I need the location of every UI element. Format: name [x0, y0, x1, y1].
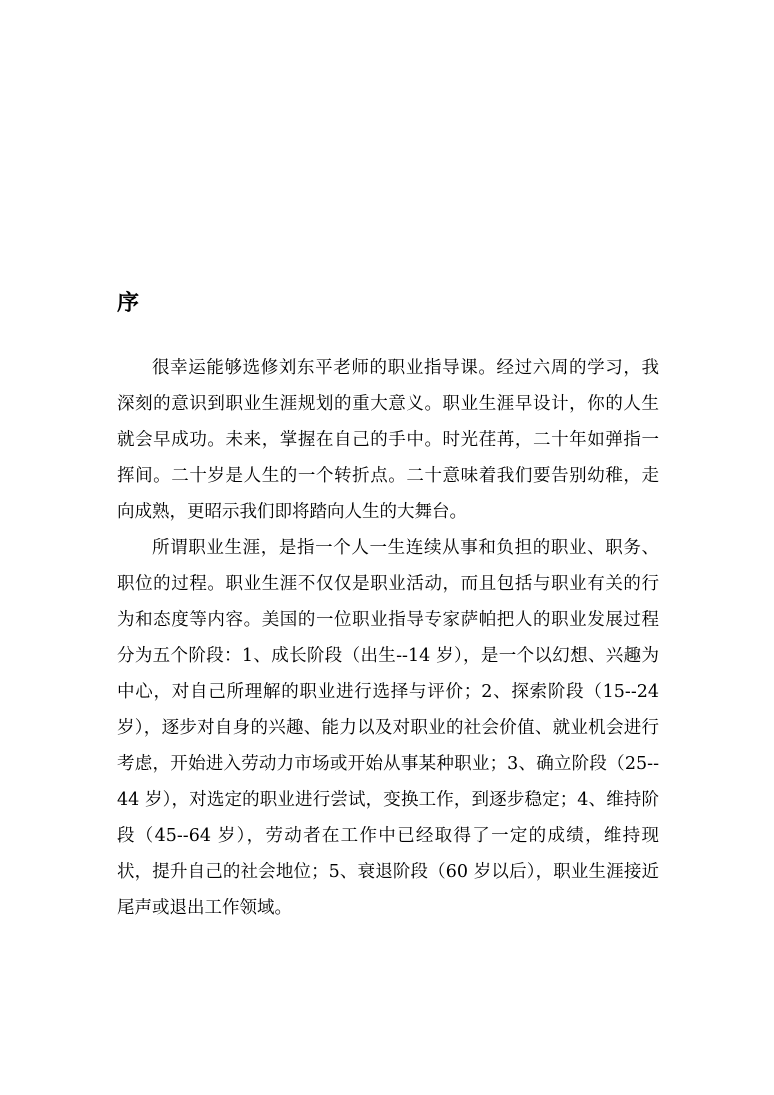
paragraph-intro: 很幸运能够选修刘东平老师的职业指导课。经过六周的学习，我深刻的意识到职业生涯规划的重大意义。职业生涯早设计，你的人生就会早成功。未来，掌握在自己的手中。时光荏苒，二十年如弹指一挥间。二十岁是人生的一个转折点。二十意味着我们要告别幼稚，走向成熟，更昭示我们即将踏向人生的大舞台。 — [117, 358, 659, 522]
section-heading: 序 — [117, 291, 140, 316]
paragraph-career-stages: 所谓职业生涯，是指一个人一生连续从事和负担的职业、职务、职位的过程。职业生涯不仅仅是职业活动，而且包括与职业有关的行为和态度等内容。美国的一位职业指导专家萨帕把人的职业发展过程分为五个阶段：1、成长阶段（出生--14 岁），是一个以幻想、兴趣为中心，对自己所理解的职业进行选择与评价；2、探索阶段（15--24 岁），逐步对自身的兴趣、能力以及对职业的社会价值、就业机会进行考虑，开始进入劳动力市场或开始从事某种职业；3、确立阶段（25--44 岁），对选定的职业进行尝试，变换工作，到逐步稳定；4、维持阶段（45--64 岁），劳动者在工作中已经取得了一定的成绩，维持现状，提升自己的社会地位；5、衰退阶段（60 岁以后），职业生涯接近尾声或退出工作领域。 — [117, 538, 659, 918]
body-text — [117, 350, 659, 926]
